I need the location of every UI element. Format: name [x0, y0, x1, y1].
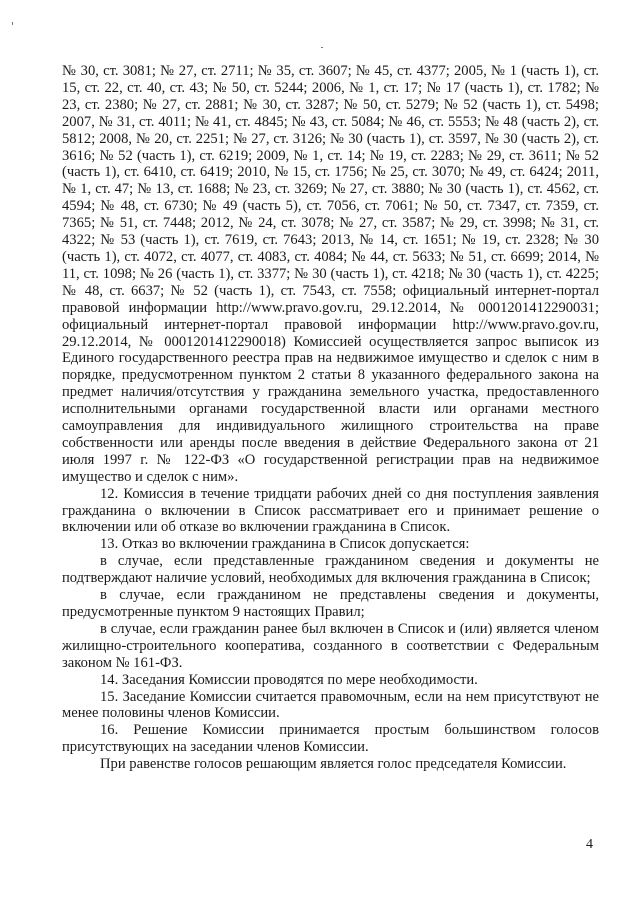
paragraph-item-12: 12. Комиссия в течение тридцати рабочих дней со дня поступления заявления гражданина о включении в Список рассматривает его и принимает решение о включении или об отказе во включении гражданина в Список. [62, 485, 599, 536]
paragraph-item-14: 14. Заседания Комиссии проводятся по мере необходимости. [100, 671, 478, 688]
scan-speck [321, 47, 323, 48]
paragraph-item-16-tie-rule: При равенстве голосов решающим является голос председателя Комиссии. [100, 756, 567, 773]
paragraph-item-13-case-1: в случае, если представленные гражданином сведения и документы не подтверждают наличие условий, необходимых для включения гражданина в Список; [62, 553, 599, 587]
paragraph-item-13-case-3: в случае, если гражданин ранее был включен в Список и (или) является членом жилищно-строительного кооператива, созданного в соответствии с Федеральным законом № 161-ФЗ. [62, 620, 599, 671]
paragraph-references-continued: № 30, ст. 3081; № 27, ст. 2711; № 35, ст. 3607; № 45, ст. 4377; 2005, № 1 (часть 1), ст. 15, ст. 22, ст. 40, ст. 43; № 50, ст. 5244; 2006, № 1, ст. 17; № 17 (часть 1), ст. 1782; № 23, ст. 2380; № 27, ст. 2881; № 30, ст. 3287; № 50, ст. 5279; № 52 (часть 1), ст. 5498; 2007, № 31, ст. 4011; № 41, ст. 4845; № 43, ст. 5084; № 46, ст. 5553; № 48 (часть 2), ст. 5812; 2008, № 20, ст. 2251; № 27, ст. 3126; № 30 (часть 1), ст. 3597, № 30 (часть 2), ст. 3616; № 52 (часть 1), ст. 6219; 2009, № 1, ст. 14; № 19, ст. 2283; № 29, ст. 3611; № 52 (часть 1), ст. 6410, ст. 6419; 2010, № 15, ст. 1756; № 25, ст. 3070; № 49, ст. 6424; 2011, № 1, ст. 47; № 13, ст. 1688; № 23, ст. 3269; № 27, ст. 3880; № 30 (часть 1), ст. 4562, ст. 4594; № 48, ст. 6730; № 49 (часть 5), ст. 7056, ст. 7061; № 50, ст. 7347, ст. 7359, ст. 7365; № 51, ст. 7448; 2012, № 24, ст. 3078; № 27, ст. 3587; № 29, ст. 3998; № 31, ст. 4322; № 53 (часть 1), ст. 7619, ст. 7643; 2013, № 14, ст. 1651; № 19, ст. 2328; № 30 (часть 1), ст. 4072, ст. 4077, ст. 4083, ст. 4084; № 44, ст. 5633; № 51, ст. 6699; 2014, № 11, ст. 1098; № 26 (часть 1), ст. 3377; № 30 (часть 1), ст. 4218; № 30 (часть 1), ст. 4225; № 48, ст. 6637; № 52 (часть 1), ст. 7543, ст. 7558; официальный интернет-портал правовой информации http://www.pravo.gov.ru, 29.12.2014, № 0001201412290031; официальный интернет-портал правовой информации http://www.pravo.gov.ru, 29.12.2014, № 0001201412290018) Комиссией осуществляется запрос выписок из Единого государственного реестра прав на недвижимое имущество и сделок с ним в порядке, предусмотренном пунктом 2 статьи 8 указанного федерального закона на предмет наличия/отсутствия у гражданина земельного участка, предоставленного исполнительными органами государственной власти или органами местного самоуправления для индивидуального жилищного строительства на праве собственности или аренды после введения в действие Федерального закона от 21 июля 1997 г. № 122-ФЗ «О государственной регистрации прав на недвижимое имущество и сделок с ним». [62, 63, 599, 485]
paragraph-item-13: 13. Отказ во включении гражданина в Список допускается: [100, 536, 470, 553]
scan-speck [12, 22, 13, 25]
document-body [62, 63, 599, 773]
paragraph-item-16: 16. Решение Комиссии принимается простым большинством голосов присутствующих на заседании членов Комиссии. [62, 722, 599, 756]
paragraph-item-13-case-2: в случае, если гражданином не представлены сведения и документы, предусмотренные пунктом 9 настоящих Правил; [62, 587, 599, 620]
paragraph-item-15: 15. Заседание Комиссии считается правомочным, если на нем присутствуют не менее половины членов Комиссии. [62, 688, 599, 722]
page-number: 4 [586, 837, 593, 852]
